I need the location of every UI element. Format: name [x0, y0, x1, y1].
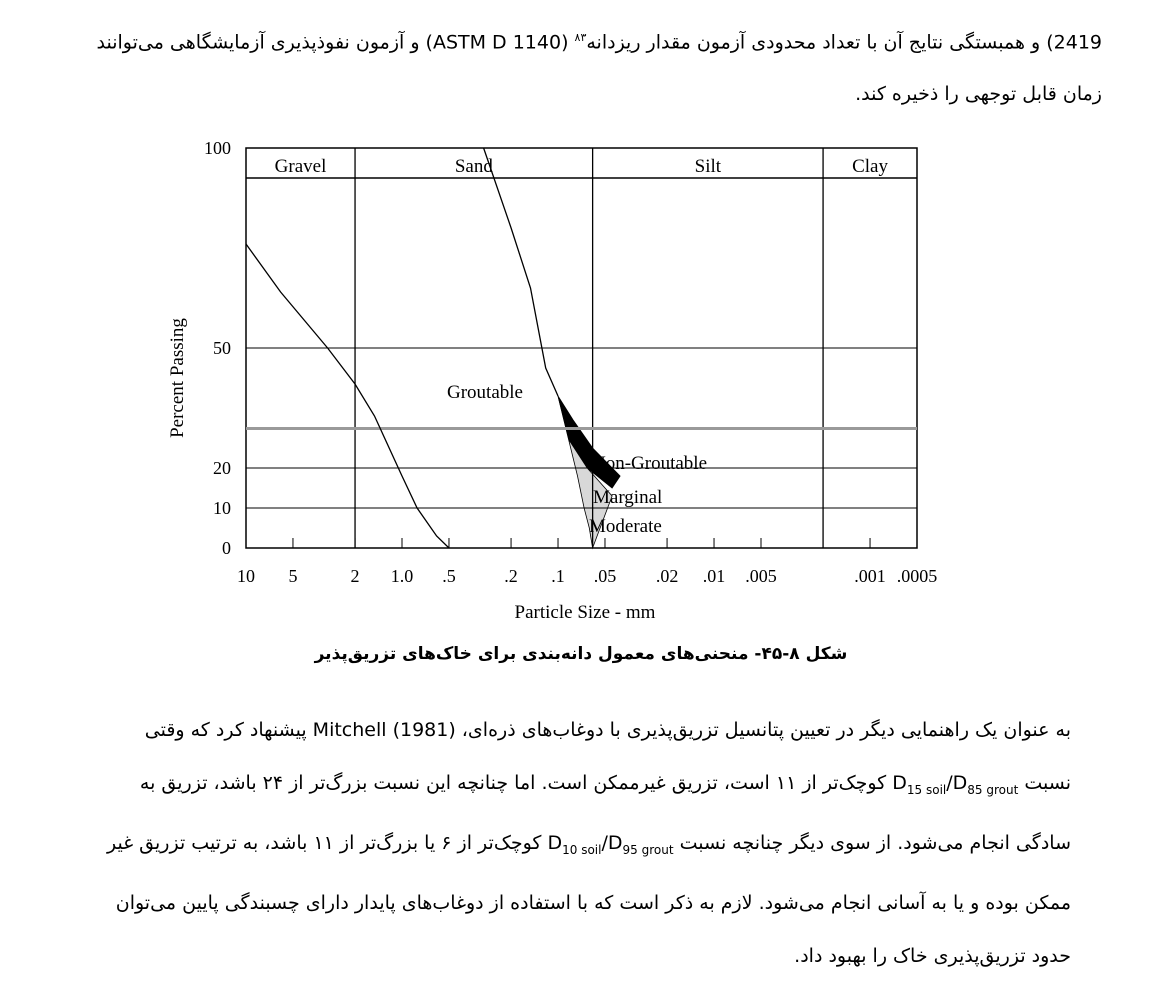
- y-tick-label: 20: [213, 458, 231, 478]
- soil-band-clay: Clay: [852, 156, 888, 177]
- gradation-chart: [0, 130, 1162, 640]
- x-tick-label: 10: [237, 566, 255, 586]
- x-tick-label: .05: [593, 566, 617, 586]
- intro-text: ) و همبستگی نتایج آن با تعداد محدودی آزمون مقدار ریزدانه: [586, 31, 1054, 54]
- y-tick-label: 50: [213, 338, 231, 358]
- intro-paragraph: [22, 12, 1102, 120]
- x-tick-label: .0005: [896, 566, 938, 586]
- body-line-5: حدود تزریق‌پذیری خاک را بهبود داد.: [794, 944, 1071, 967]
- ratio-d10-d95: [547, 831, 674, 857]
- body-line-3: [31, 817, 1071, 877]
- label-non-groutable: Non-Groutable: [592, 453, 708, 474]
- gradation-curve-0: [246, 244, 449, 548]
- intro-text-end: ) و آزمون نفوذپذیری آزمایشگاهی می‌توانند: [96, 31, 433, 54]
- astm-number: 2419: [1053, 31, 1102, 54]
- ratio-sub: 10 soil: [562, 842, 602, 857]
- ratio-slash: /D: [601, 831, 623, 854]
- y-tick-labels: [204, 138, 231, 558]
- y-tick-label: 100: [204, 138, 231, 158]
- intro-line-1: [22, 12, 1102, 68]
- mitchell-citation: Mitchell (1981): [312, 719, 456, 741]
- gradation-curve-1: [484, 148, 558, 396]
- y-tick-label: 10: [213, 498, 231, 518]
- label-groutable: Groutable: [447, 382, 523, 403]
- gridline-30-band: [246, 427, 917, 430]
- x-tick-label: .005: [745, 566, 777, 586]
- soil-band-sand: Sand: [454, 156, 493, 177]
- figure-caption: شکل ۸-۴۵- منحنی‌های معمول دانه‌بندی برای خاک‌های تزریق‌پذیر: [314, 644, 848, 664]
- body-text: به عنوان یک راهنمایی دیگر در تعیین پتانسیل تزریق‌پذیری با دوغاب‌های ذره‌ای،: [455, 719, 1071, 741]
- ratio-sub: 95 grout: [622, 842, 674, 857]
- x-tick-labels: [237, 538, 937, 586]
- body-line-1: [31, 704, 1071, 757]
- label-moderate: Moderate: [589, 516, 662, 537]
- body-line-2: [31, 757, 1071, 817]
- intro-line-2: زمان قابل توجهی را ذخیره کند.: [855, 83, 1102, 106]
- x-tick-label: .02: [655, 566, 679, 586]
- label-marginal: Marginal: [593, 487, 663, 508]
- ratio-d: D: [547, 831, 563, 854]
- x-tick-label: .1: [551, 566, 565, 586]
- intro-paren: (: [561, 31, 575, 54]
- x-tick-label: .2: [504, 566, 518, 586]
- soil-band-silt: Silt: [694, 156, 722, 177]
- x-tick-label: 2: [350, 566, 360, 586]
- astm-code: ASTM D 1140: [432, 31, 562, 54]
- y-axis-title: Percent Passing: [167, 318, 188, 438]
- x-tick-label: 1.0: [390, 566, 414, 586]
- body-text: نسبت: [1018, 772, 1071, 794]
- body-paragraph: [31, 704, 1071, 983]
- footnote-ref: ۸۳: [574, 31, 587, 44]
- body-text: پیشنهاد کرد که وقتی: [144, 719, 313, 741]
- y-tick-label: 0: [222, 538, 231, 558]
- soil-band-labels: [275, 156, 889, 177]
- ratio-sub: 15 soil: [906, 782, 947, 797]
- x-tick-label: .5: [442, 566, 456, 586]
- body-text: سادگی انجام می‌شود. از سوی دیگر چنانچه نسبت: [673, 831, 1071, 854]
- body-text: کوچک‌تر از ۱۱ است، تزریق غیرممکن است. اما چنانچه این نسبت بزرگ‌تر از ۲۴ باشد، تزریق به: [139, 772, 893, 794]
- body-line-4: ممکن بوده و یا به آسانی انجام می‌شود. لازم به ذکر است که با استفاده از دوغاب‌های پایدار دارای چسبندگی پایین می‌توان: [115, 891, 1071, 914]
- ratio-d15-d85: [892, 772, 1019, 797]
- x-axis-title: Particle Size - mm: [514, 602, 656, 623]
- x-tick-label: 5: [288, 566, 298, 586]
- x-tick-label: .01: [702, 566, 726, 586]
- ratio-sub: 85 grout: [967, 782, 1019, 797]
- ratio-d: D: [892, 772, 907, 794]
- x-tick-label: .001: [854, 566, 886, 586]
- body-text: کوچک‌تر از ۶ یا بزرگ‌تر از ۱۱ باشد، به ترتیب تزریق غیر: [106, 831, 548, 854]
- ratio-slash: /D: [946, 772, 968, 794]
- soil-band-gravel: Gravel: [274, 156, 327, 177]
